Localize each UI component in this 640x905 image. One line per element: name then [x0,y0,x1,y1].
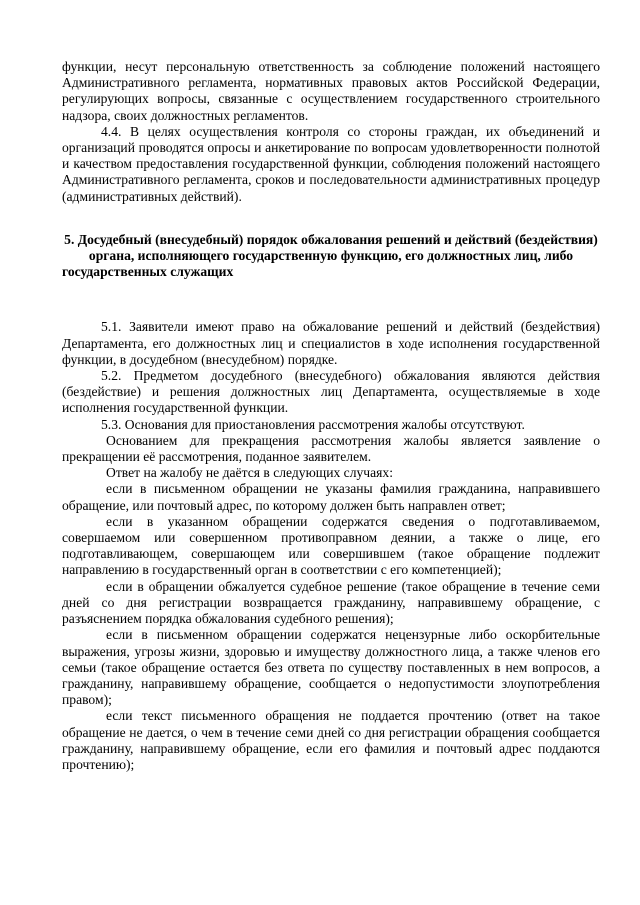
list-item-court-decision: если в обращении обжалуется судебное решение (такое обращение в течение семи дней со дня регистрации возвращается гражданину, направившему обращение, с разъяснением порядка обжалования судебного решения); [62,578,600,627]
section-heading: 5. Досудебный (внесудебный) порядок обжалования решений и действий (бездействия) органа, исполняющего государственную функцию, его должностных лиц, либо государственных служащих [62,231,598,280]
paragraph-4-4: 4.4. В целях осуществления контроля со стороны граждан, их объединений и организаций проводятся опросы и анкетирование по вопросам удовлетворенности полнотой и качеством предоставления государственной функции, соблюдения положений настоящего Административного регламента, сроков и последовательности административных процедур (административных действий). [62,123,600,204]
list-item-no-name-address: если в письменном обращении не указаны фамилия гражданина, направившего обращение, или почтовый адрес, по которому должен быть направлен ответ; [62,481,600,513]
paragraph-5-1: 5.1. Заявители имеют право на обжалование решений и действий (бездействия) Департамента, его должностных лиц и специалистов в ходе исполнения государственной функции, в досудебном (внесудебном) порядке. [62,319,600,367]
paragraph-5-3: 5.3. Основания для приостановления рассмотрения жалобы отсутствуют. [101,416,525,432]
paragraph-5-2: 5.2. Предметом досудебного (внесудебного) обжалования являются действия (бездействие) и решения должностных лиц Департамента, осуществляемые в ходе исполнения государственной функции. [62,368,600,416]
paragraph-no-answer-intro: Ответ на жалобу не даётся в следующих случаях: [106,465,393,481]
list-item-obscene-language: если в письменном обращении содержатся нецензурные либо оскорбительные выражения, угрозы жизни, здоровью и имуществу должностного лица, а также членов его семьи (такое обращение остается без ответа по существу поставленных в нем вопросов, а гражданину, направившему обращение, сообщается о недопустимости злоупотребления правом); [62,627,600,708]
list-item-unlawful-act: если в указанном обращении содержатся сведения о подготавливаемом, совершаемом или совершенном противоправном деянии, а также о лице, его подготавливающем, совершающем или совершившем (такое обращение подлежит направлению в государственный орган в соответствии с его компетенцией); [62,513,600,578]
paragraph-continuation: функции, несут персональную ответственность за соблюдение положений настоящего Административного регламента, нормативных правовых актов Российской Федерации, регулирующих вопросы, связанные с осуществлением государственного строительного надзора, своих должностных регламентов. [62,59,600,123]
list-item-unreadable-text: если текст письменного обращения не поддается прочтению (ответ на такое обращение не дается, о чем в течение семи дней со дня регистрации обращения сообщается гражданину, направившему обращение, если его фамилия и почтовый адрес поддаются прочтению); [62,708,600,772]
document-page [62,59,600,773]
paragraph-termination-grounds: Основанием для прекращения рассмотрения жалобы является заявление о прекращении её рассмотрения, поданное заявителем. [62,432,600,465]
